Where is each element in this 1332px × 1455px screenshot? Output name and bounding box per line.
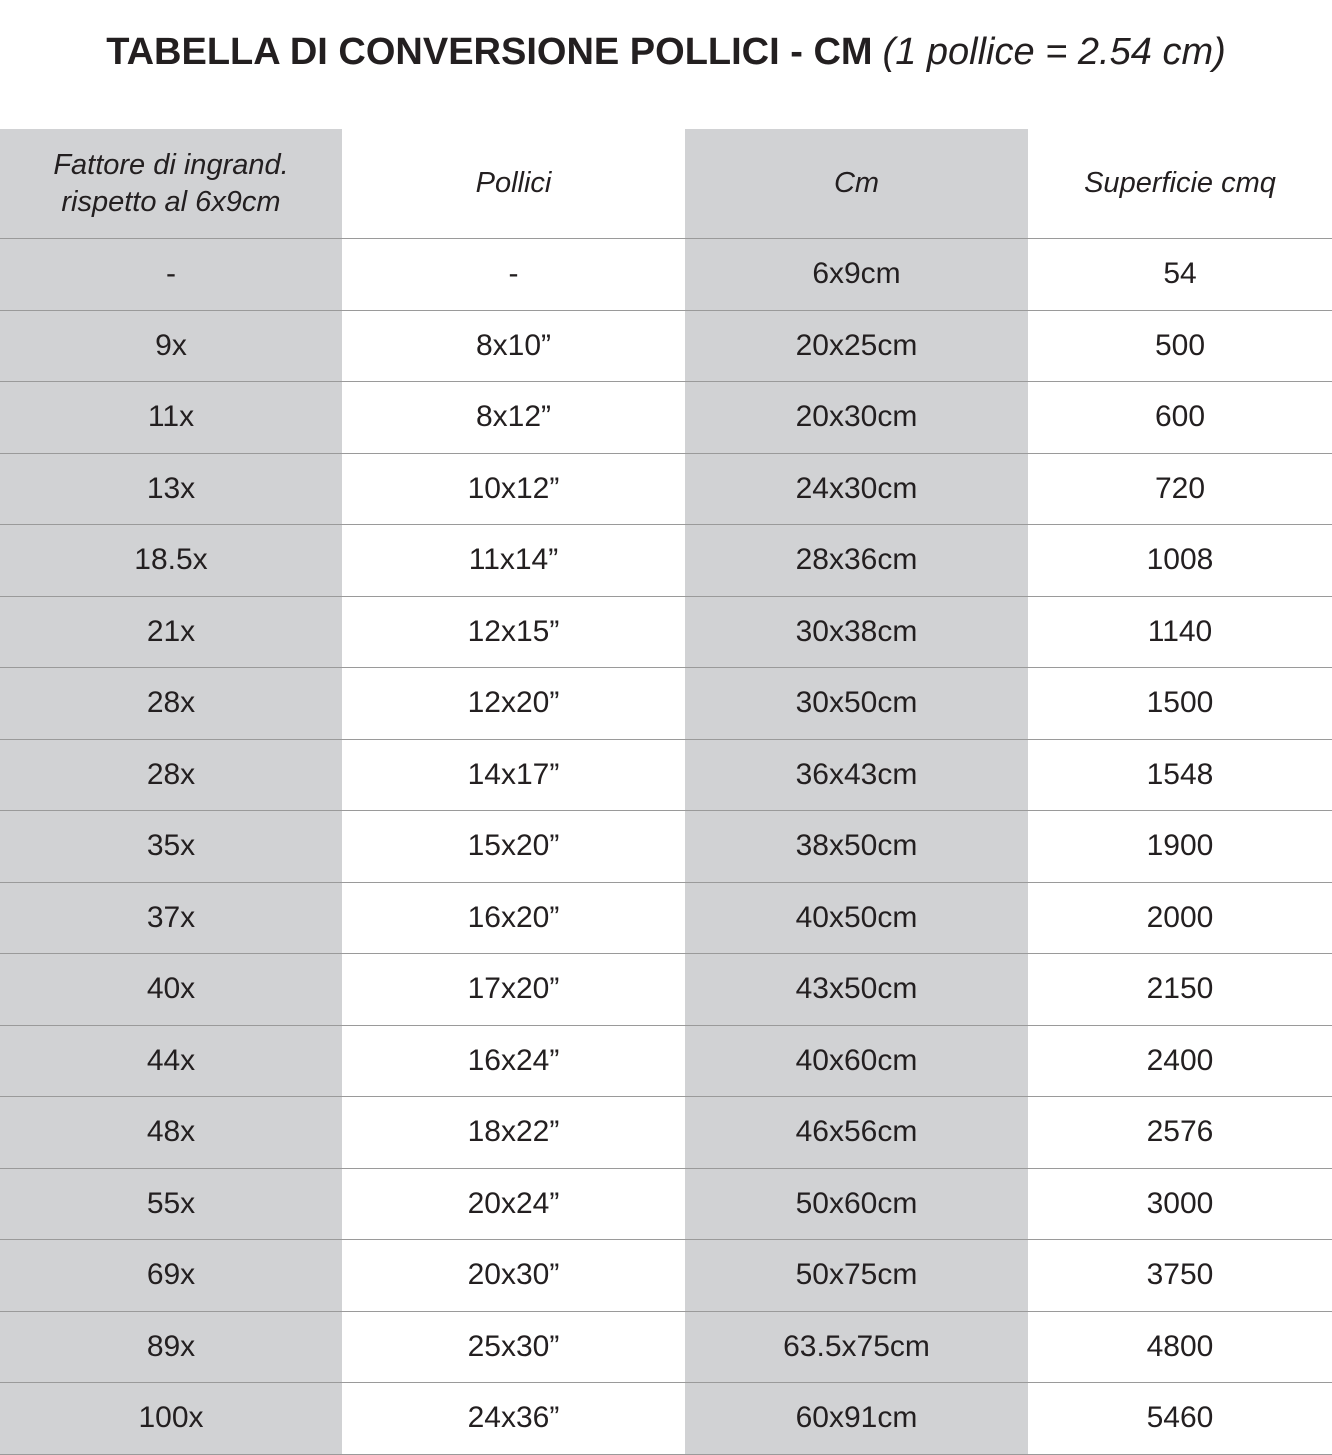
cell-cm: 20x25cm	[685, 311, 1028, 382]
cell-enlargement-factor: 44x	[0, 1026, 342, 1097]
table-header-row	[0, 129, 1332, 239]
cell-enlargement-factor: 28x	[0, 740, 342, 811]
cell-enlargement-factor: 69x	[0, 1240, 342, 1311]
cell-area: 600	[1028, 382, 1332, 453]
cell-cm: 30x38cm	[685, 597, 1028, 668]
cell-inches: 20x30”	[342, 1240, 685, 1311]
cell-cm: 40x60cm	[685, 1026, 1028, 1097]
table-row	[0, 1026, 1332, 1098]
cell-enlargement-factor: 28x	[0, 668, 342, 739]
header-label-line: Fattore di ingrand.	[53, 148, 289, 181]
cell-inches: 25x30”	[342, 1312, 685, 1383]
table-row	[0, 525, 1332, 597]
cell-enlargement-factor: 40x	[0, 954, 342, 1025]
cell-cm: 30x50cm	[685, 668, 1028, 739]
table-row	[0, 811, 1332, 883]
cell-enlargement-factor: 89x	[0, 1312, 342, 1383]
cell-enlargement-factor: 9x	[0, 311, 342, 382]
header-area	[1028, 129, 1332, 238]
title-note: (1 pollice = 2.54 cm)	[882, 31, 1226, 73]
cell-area: 3750	[1028, 1240, 1332, 1311]
table-row	[0, 311, 1332, 383]
cell-area: 1140	[1028, 597, 1332, 668]
cell-inches: 15x20”	[342, 811, 685, 882]
cell-inches: 10x12”	[342, 454, 685, 525]
cell-cm: 50x60cm	[685, 1169, 1028, 1240]
cell-area: 2150	[1028, 954, 1332, 1025]
cell-enlargement-factor: -	[0, 239, 342, 310]
table-row	[0, 1097, 1332, 1169]
title-main: TABELLA DI CONVERSIONE POLLICI - CM	[106, 31, 873, 73]
table-row	[0, 954, 1332, 1026]
header-label: Cm	[833, 167, 880, 199]
cell-inches: 18x22”	[342, 1097, 685, 1168]
cell-enlargement-factor: 18.5x	[0, 525, 342, 596]
cell-enlargement-factor: 48x	[0, 1097, 342, 1168]
header-label: Pollici	[475, 167, 552, 199]
cell-cm: 40x50cm	[685, 883, 1028, 954]
cell-inches: 12x15”	[342, 597, 685, 668]
cell-area: 4800	[1028, 1312, 1332, 1383]
cell-enlargement-factor: 21x	[0, 597, 342, 668]
cell-area: 720	[1028, 454, 1332, 525]
cell-cm: 36x43cm	[685, 740, 1028, 811]
cell-area: 1548	[1028, 740, 1332, 811]
cell-inches: 8x12”	[342, 382, 685, 453]
table-row	[0, 597, 1332, 669]
table-row	[0, 740, 1332, 812]
table-row	[0, 382, 1332, 454]
cell-inches: 16x24”	[342, 1026, 685, 1097]
cell-area: 3000	[1028, 1169, 1332, 1240]
header-label: Superficie cmq	[1084, 167, 1276, 199]
cell-cm: 50x75cm	[685, 1240, 1028, 1311]
cell-area: 1500	[1028, 668, 1332, 739]
cell-inches: 14x17”	[342, 740, 685, 811]
cell-inches: 8x10”	[342, 311, 685, 382]
cell-enlargement-factor: 11x	[0, 382, 342, 453]
cell-cm: 63.5x75cm	[685, 1312, 1028, 1383]
cell-enlargement-factor: 37x	[0, 883, 342, 954]
cell-area: 500	[1028, 311, 1332, 382]
table-body	[0, 239, 1332, 1455]
cell-enlargement-factor: 55x	[0, 1169, 342, 1240]
header-label-line: rispetto al 6x9cm	[61, 185, 281, 218]
cell-inches: 20x24”	[342, 1169, 685, 1240]
cell-cm: 43x50cm	[685, 954, 1028, 1025]
cell-enlargement-factor: 35x	[0, 811, 342, 882]
cell-area: 1900	[1028, 811, 1332, 882]
table-row	[0, 883, 1332, 955]
cell-enlargement-factor: 13x	[0, 454, 342, 525]
table-row	[0, 668, 1332, 740]
page-title	[0, 28, 1332, 76]
header-enlargement-factor	[0, 129, 342, 238]
table-row	[0, 1312, 1332, 1384]
cell-inches: 11x14”	[342, 525, 685, 596]
table-row	[0, 1383, 1332, 1455]
cell-cm: 46x56cm	[685, 1097, 1028, 1168]
cell-cm: 28x36cm	[685, 525, 1028, 596]
cell-inches: -	[342, 239, 685, 310]
header-inches	[342, 129, 685, 238]
cell-cm: 38x50cm	[685, 811, 1028, 882]
cell-cm: 20x30cm	[685, 382, 1028, 453]
table-row	[0, 1169, 1332, 1241]
table-row	[0, 239, 1332, 311]
table-row	[0, 1240, 1332, 1312]
cell-cm: 60x91cm	[685, 1383, 1028, 1454]
cell-area: 54	[1028, 239, 1332, 310]
conversion-table	[0, 129, 1332, 1455]
cell-area: 2400	[1028, 1026, 1332, 1097]
cell-inches: 24x36”	[342, 1383, 685, 1454]
header-cm	[685, 129, 1028, 238]
cell-area: 2000	[1028, 883, 1332, 954]
cell-area: 5460	[1028, 1383, 1332, 1454]
cell-area: 2576	[1028, 1097, 1332, 1168]
table-row	[0, 454, 1332, 526]
cell-enlargement-factor: 100x	[0, 1383, 342, 1454]
cell-area: 1008	[1028, 525, 1332, 596]
cell-cm: 24x30cm	[685, 454, 1028, 525]
cell-inches: 17x20”	[342, 954, 685, 1025]
cell-cm: 6x9cm	[685, 239, 1028, 310]
cell-inches: 12x20”	[342, 668, 685, 739]
cell-inches: 16x20”	[342, 883, 685, 954]
